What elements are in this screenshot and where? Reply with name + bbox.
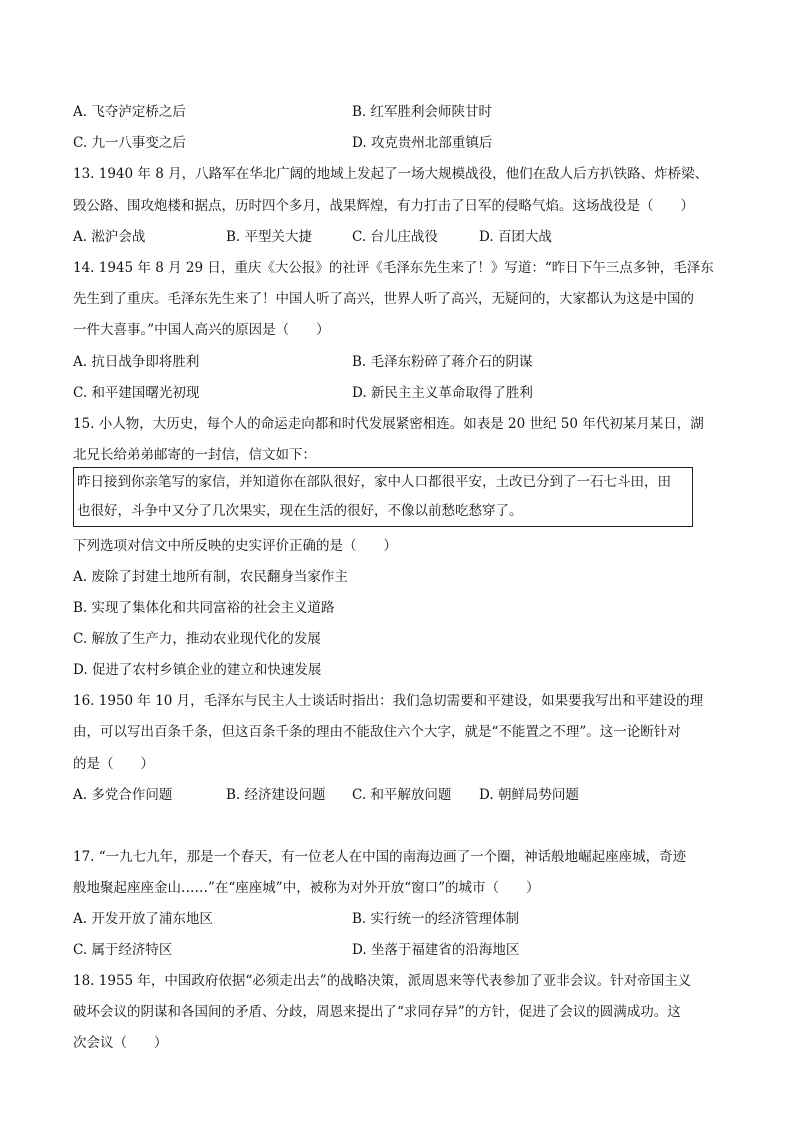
option-text: 红军胜利会师陕甘时: [370, 104, 493, 120]
q12-option-c[interactable]: [73, 133, 186, 153]
option-text: 九一八事变之后: [91, 135, 186, 151]
option-text: 飞夺泸定桥之后: [91, 104, 186, 120]
option-text: 解放了生产力，推动农业现代化的发展: [91, 631, 321, 647]
q13-option-c[interactable]: [352, 227, 438, 247]
q15-question: 下列选项对信文中所反映的史实评价正确的是（ ）: [73, 538, 397, 554]
q13-stem-line-1: 13. 1940 年 8 月，八路军在华北广阔的地域上发起了一场大规模战役，他们在敌人后方扒铁路、炸桥梁、: [73, 166, 709, 182]
option-text: 开发开放了浦东地区: [91, 911, 213, 927]
q14-stem-line-2: 先生到了重庆。毛泽东先生来了！中国人听了高兴，世界人听了高兴，无疑问的，大家都认为这是中国的: [73, 291, 694, 307]
q17-option-d[interactable]: [352, 940, 519, 960]
option-letter: D.: [352, 135, 367, 151]
option-letter: D.: [352, 385, 367, 401]
q15-letter-line-1: 昨日接到你亲笔写的家信，并知道你在部队很好，家中人口都很平安，土改已分到了一石七斗田，田: [77, 474, 671, 490]
option-letter: B.: [352, 354, 367, 370]
option-letter: B.: [352, 911, 367, 927]
option-letter: C.: [73, 385, 88, 401]
option-text: 抗日战争即将胜利: [91, 354, 200, 370]
option-letter: B.: [226, 787, 241, 803]
option-text: 经济建设问题: [244, 787, 326, 803]
option-letter: A.: [73, 787, 88, 803]
option-letter: B.: [352, 104, 367, 120]
q16-stem-line-3: 的是（ ）: [73, 756, 154, 772]
option-letter: D.: [73, 662, 88, 678]
q15-stem-line-1: 15. 小人物，大历史，每个人的命运走向都和时代发展紧密相连。如表是 20 世纪 50 年代初某月某日，湖: [73, 416, 704, 432]
option-letter: C.: [73, 631, 88, 647]
q17-option-c[interactable]: [73, 940, 172, 960]
q16-option-a[interactable]: [73, 785, 172, 805]
q13-option-a[interactable]: [73, 227, 145, 247]
option-letter: C.: [352, 229, 367, 245]
option-letter: D.: [352, 942, 367, 958]
q16-stem-line-2: 由，可以写出百条千条，但这百条千条的理由不能敌住六个大字，就是“不能置之不理”。这一论断针对: [73, 724, 681, 740]
q12-option-b[interactable]: [352, 102, 492, 122]
q17-stem-line-1: 17. “一九七九年，那是一个春天，有一位老人在中国的南海边画了一个圈，神话般地崛起座座城，奇迹: [73, 849, 687, 865]
option-letter: C.: [73, 135, 88, 151]
option-text: 新民主主义革命取得了胜利: [370, 385, 533, 401]
option-text: 和平建国曙光初现: [91, 385, 200, 401]
option-letter: B.: [73, 600, 88, 616]
q12-option-d[interactable]: [352, 133, 492, 153]
option-text: 属于经济特区: [91, 942, 173, 958]
q13-stem-line-2: 毁公路、围攻炮楼和据点，历时四个多月，战果辉煌，有力打击了日军的侵略气焰。这场战役是（ ）: [73, 198, 694, 214]
option-letter: A.: [73, 229, 88, 245]
option-text: 坐落于福建省的沿海地区: [370, 942, 520, 958]
q17-stem-line-2: 般地聚起座座金山……”在“座座城”中，被称为对外开放“窗口”的城市（ ）: [73, 880, 540, 896]
q14-stem-line-1: 14. 1945 年 8 月 29 日，重庆《大公报》的社评《毛泽东先生来了！》写道：“昨日下午三点多钟，毛泽东: [73, 260, 714, 276]
q14-option-d[interactable]: [352, 383, 533, 403]
q16-option-c[interactable]: [352, 785, 451, 805]
option-text: 百团大战: [497, 229, 552, 245]
q13-option-d[interactable]: [479, 227, 552, 247]
q13-option-b[interactable]: [226, 227, 312, 247]
option-text: 朝鲜局势问题: [497, 787, 579, 803]
option-letter: A.: [73, 569, 88, 585]
q15-option-b[interactable]: [73, 598, 335, 618]
option-text: 淞沪会战: [91, 229, 146, 245]
option-letter: A.: [73, 354, 88, 370]
option-letter: C.: [352, 787, 367, 803]
q12-option-a[interactable]: [73, 102, 186, 122]
option-text: 促进了农村乡镇企业的建立和快速发展: [91, 662, 322, 678]
q14-stem-line-3: 一件大喜事。”中国人高兴的原因是（ ）: [73, 322, 330, 338]
option-text: 攻克贵州北部重镇后: [370, 135, 493, 151]
q15-option-a[interactable]: [73, 567, 348, 587]
option-letter: A.: [73, 104, 88, 120]
q18-stem-line-2: 破坏会议的阴谋和各国间的矛盾、分歧，周恩来提出了“求同存异”的方针，促进了会议的圆满成功。这: [73, 1004, 681, 1020]
q16-option-b[interactable]: [226, 785, 326, 805]
q15-letter-box: [73, 467, 693, 527]
q15-option-d[interactable]: [73, 660, 321, 680]
q18-stem-line-1: 18. 1955 年，中国政府依据“必须走出去”的战略决策，派周恩来等代表参加了亚非会议。针对帝国主义: [73, 973, 692, 989]
q17-option-b[interactable]: [352, 909, 519, 929]
q16-stem-line-1: 16. 1950 年 10 月，毛泽东与民主人士谈话时指出：我们急切需要和平建设，如果要我写出和平建设的理: [73, 693, 704, 709]
q14-option-a[interactable]: [73, 352, 199, 372]
q15-letter-line-2: 也很好，斗争中又分了几次果实，现在生活的很好，不像以前愁吃愁穿了。: [77, 503, 523, 519]
option-text: 实行统一的经济管理体制: [370, 911, 520, 927]
q17-option-a[interactable]: [73, 909, 213, 929]
q15-option-c[interactable]: [73, 629, 321, 649]
q16-option-d[interactable]: [479, 785, 579, 805]
option-letter: A.: [73, 911, 88, 927]
option-letter: B.: [226, 229, 241, 245]
option-text: 实现了集体化和共同富裕的社会主义道路: [91, 600, 335, 616]
option-text: 废除了封建土地所有制，农民翻身当家作主: [91, 569, 348, 585]
option-text: 毛泽东粉碎了蒋介石的阴谋: [370, 354, 533, 370]
option-text: 平型关大捷: [244, 229, 313, 245]
q14-option-b[interactable]: [352, 352, 533, 372]
option-text: 台儿庄战役: [370, 229, 438, 245]
option-letter: D.: [479, 787, 494, 803]
q18-stem-line-3: 次会议（ ）: [73, 1035, 168, 1051]
q14-option-c[interactable]: [73, 383, 199, 403]
option-letter: C.: [73, 942, 88, 958]
option-text: 和平解放问题: [370, 787, 452, 803]
option-text: 多党合作问题: [91, 787, 173, 803]
q15-stem-line-2: 北兄长给弟弟邮寄的一封信，信文如下：: [73, 447, 316, 463]
option-letter: D.: [479, 229, 494, 245]
